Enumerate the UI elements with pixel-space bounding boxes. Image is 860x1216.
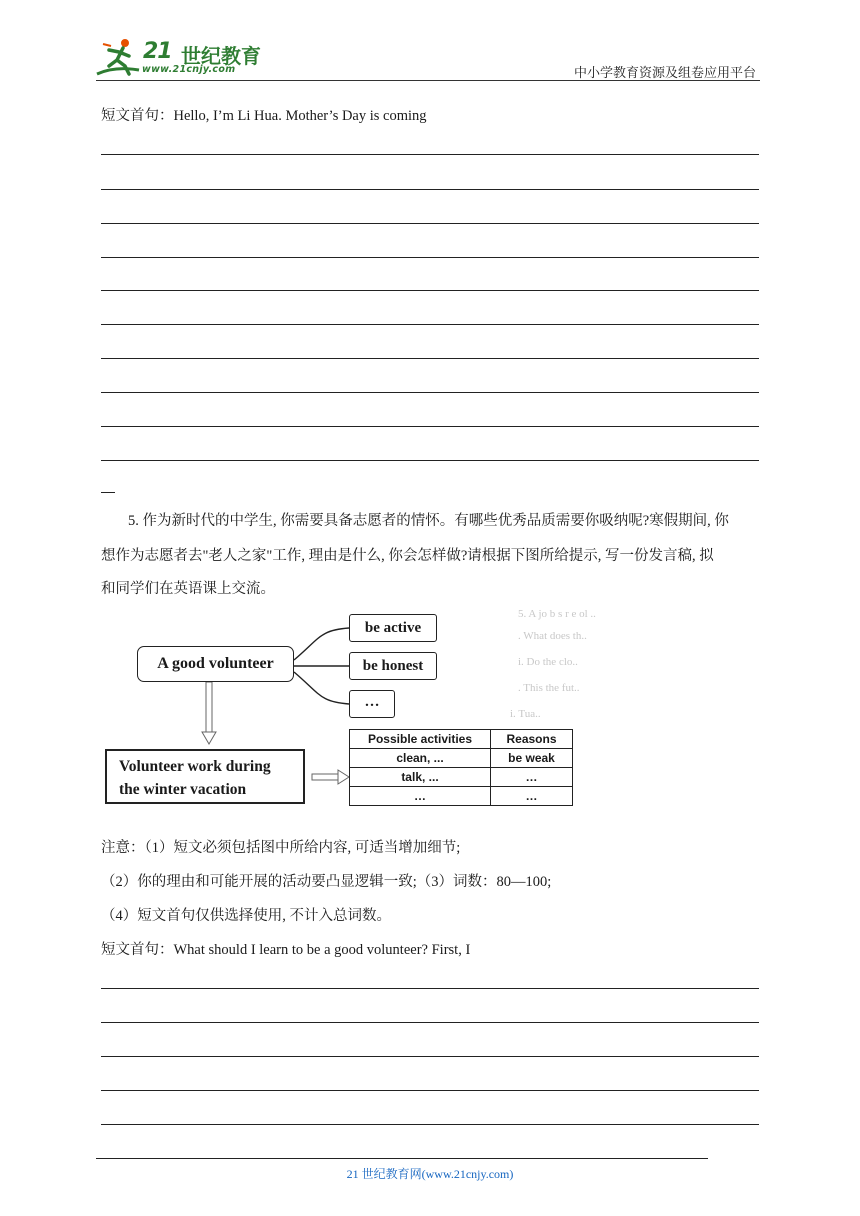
header-tagline: 中小学教育资源及组卷应用平台 [573,65,756,80]
answer-line[interactable] [101,257,759,258]
answer-line-tail [101,492,115,493]
question-5-text: 想作为志愿者去"老人之家"工作, 理由是什么, 你会怎样做?请根据下图所给提示, 写一份发言稿, 拟 [101,548,714,564]
answer-line[interactable] [101,426,759,427]
logo-text: 世纪教育 [181,44,261,68]
site-logo [95,36,265,78]
answer-line[interactable] [101,460,759,461]
good-volunteer-node: A good volunteer [137,646,294,682]
logo-url: www.21cnjy.com [142,64,236,75]
volunteer-work-line: the winter vacation [119,781,247,798]
question-5-text: 5. 作为新时代的中学生, 你需要具备志愿者的情怀。有哪些优秀品质需要你吸纳呢?寒假期间, 你 [128,513,729,529]
answer-line[interactable] [101,154,759,155]
quality-node: be honest [349,652,437,680]
answer-line[interactable] [101,358,759,359]
table-row [350,787,573,806]
essay-starter-1: 短文首句：Hello, I’m Li Hua. Mother’s Day is coming [101,108,427,124]
bleed-through-text: i. Tua.. [510,708,541,720]
quality-node: be active [349,614,437,642]
logo-number: 21 [143,39,172,64]
footer-divider [96,1158,708,1159]
table-cell: … [491,787,573,806]
essay-starter-2: 短文首句：What should I learn to be a good volunteer? First, I [101,942,471,958]
bleed-through-text: 5. A jo b s r e ol .. [518,608,596,620]
bleed-through-text: . What does th.. [518,630,587,642]
answer-line[interactable] [101,189,759,190]
answer-line[interactable] [101,290,759,291]
answer-line[interactable] [101,1022,759,1023]
table-header: Possible activities [350,730,491,749]
volunteer-work-node [105,749,305,804]
note-text: （2）你的理由和可能开展的活动要凸显逻辑一致;（3）词数：80—100; [101,874,552,890]
bleed-through-text: . This the fut.. [518,682,580,694]
activities-table [349,729,573,806]
table-row [350,768,573,787]
table-row [350,749,573,768]
answer-line[interactable] [101,1124,759,1125]
runner-logo-icon [95,36,141,78]
table-header: Reasons [491,730,573,749]
answer-line[interactable] [101,223,759,224]
header-divider [96,80,760,81]
note-text: （4）短文首句仅供选择使用, 不计入总词数。 [101,908,391,924]
quality-node: … [349,690,395,718]
table-cell: talk, ... [350,768,491,787]
volunteer-work-line: Volunteer work during [119,758,271,775]
bleed-through-text: i. Do the clo.. [518,656,578,668]
volunteer-diagram [100,608,596,826]
footer-link[interactable]: 21 世纪教育网(www.21cnjy.com) [346,1167,514,1181]
table-cell: … [491,768,573,787]
table-cell: … [350,787,491,806]
table-cell: clean, ... [350,749,491,768]
answer-line[interactable] [101,392,759,393]
note-text: 注意：（1）短文必须包括图中所给内容, 可适当增加细节; [101,840,461,856]
question-5-text: 和同学们在英语课上交流。 [101,581,275,597]
table-header-row [350,730,573,749]
table-cell: be weak [491,749,573,768]
answer-line[interactable] [101,324,759,325]
answer-line[interactable] [101,1056,759,1057]
answer-line[interactable] [101,1090,759,1091]
answer-line[interactable] [101,988,759,989]
